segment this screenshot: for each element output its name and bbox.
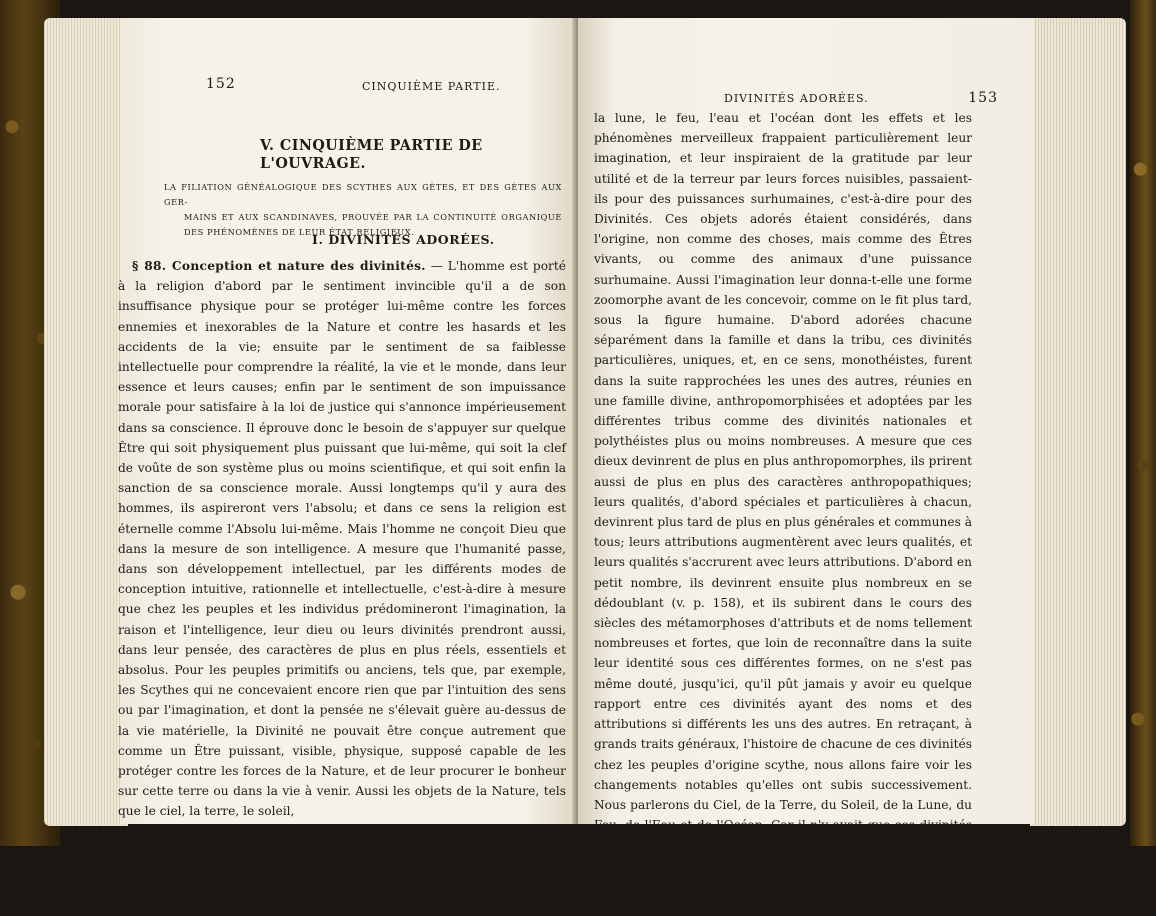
right-page xyxy=(578,18,1034,913)
marbled-edge-right xyxy=(1130,0,1156,846)
left-body-paragraph: — L'homme est porté à la religion d'abord par le sentiment invincible qu'il a de son insuffisance physique pour se protéger lui-même contre les forces ennemies et inexorables de la Nature et contre les hasards et les accidents de la vie; ensuite par le sentiment de sa faiblesse intellectuelle pour comprendre la réalité, la vie et le monde, dans leur essence et leurs causes; enfin par le sentiment de son impuissance morale pour satisfaire à la loi de justice qui s'annonce impérieusement dans sa conscience. Il éprouve donc le besoin de s'appuyer sur quelque Être qui soit physiquement plus puissant que lui-même, qui soit la clef de voûte de son système plus ou moins scientifique, et qui soit enfin la sanction de sa conscience morale. Aussi longtemps qu'il y aura des hommes, ils aspireront vers l'absolu; et dans ce sens la religion est éternelle comme l'Absolu lui-même. Mais l'homme ne conçoit Dieu que dans la mesure de son intelligence. A mesure que l'humanité passe, dans son développement intellectuel, par les différents modes de conception intuitive, rationnelle et intellectuelle, c'est-à-dire à mesure que chez les peuples et les individus prédomineront l'imagination, la raison et l'intelligence, leur dieu ou leurs divinités prendront aussi, dans leur pensée, des caractères de plus en plus réels, essentiels et absolus. Pour les peuples primitifs ou anciens, tels que, par exemple, les Scythes qui ne concevaient encore rien que par l'intuition des sens ou par l'imagination, et dont la pensée ne s'élevait guère au-dessus de la vie matérielle, la Divinité ne pouvait être conçue autrement que comme un Être puissant, visible, physique, supposé capable de les protéger contre les forces de la Nature, et de leur procurer le bonheur sur cette terre ou dans la vie à venir. Aussi les objets de la Nature, tels que le ciel, la terre, le soleil, xyxy=(118,259,566,819)
running-head-left-text: CINQUIÈME PARTIE. xyxy=(362,80,501,93)
page-stack-right xyxy=(1030,18,1126,826)
right-body-text: la lune, le feu, l'eau et l'océan dont les effets et les phénomènes merveilleux frappaient particulièrement leur imagination, et leur inspiraient de la gratitude par leur utilité et de la terreur par leurs forces nuisibles, passaient-ils pour des puissances surhumaines, c'est-à-dire pour des Divinités. Ces objets adorés étaient considérés, dans l'origine, non comme des choses, mais comme des Êtres vivants, ou comme des animaux d'une puissance surhumaine. Aussi l'imagination leur donna-t-elle une forme zoomorphe avant de les concevoir, comme on le fit plus tard, sous la figure humaine. D'abord adorées chacune séparément dans la famille et dans la tribu, ces divinités particulières, uniques, et, en ce sens, monothéistes, furent dans la suite rapprochées les unes des autres, réunies en une famille divine, anthropomorphisées et adoptées par les différentes tribus comme des divinités nationales et polythéistes plus ou moins nombreuses. A mesure que ces dieux devinrent de plus en plus anthropomorphes, ils prirent aussi de plus en plus des caractères anthropopathiques; leurs qualités, d'abord spéciales et particulières à chacun, devinrent plus tard de plus en plus générales et communes à tous; leurs attributions augmentèrent avec leurs qualités, et leurs qualités s'accrurent avec leurs attributions. D'abord en petit nombre, ils devinrent ensuite plus nombreux en se dédoublant (v. p. 158), et ils subirent dans le cours des siècles des métamorphoses d'attributs et de noms tellement nombreuses et fortes, que loin de reconnaître dans la suite leur identité sous ces différentes formes, on ne s'est pas même douté, jusqu'ici, qu'il pût jamais y avoir eu quelque rapport entre ces divinités ayant des noms et des attributions si différents les uns des autres. En retraçant, à grands traits généraux, l'histoire de chacune de ces divinités chez les peuples d'origine scythe, nous allons faire voir les changements notables qu'elles ont subis successivement. Nous parlerons du Ciel, de la Terre, du Soleil, de la Lune, du Feu, de l'Eau et de l'Océan. Car il n'y avait que ces divinités là qui fussent adorées des Scythes, et qui, en se spécialisant et en se dédoublant, aient donné naissance, dans la branche sarmate, aux divinités des Slaves et, dans la branche gète, aux divinités des Gètes, des Germains et des Scandinaves. xyxy=(594,111,972,913)
summary-line-2: MAINS ET AUX SCANDINAVES, PROUVÉE PAR LA CONTINUITÉ ORGANIQUE DES PHÉNOMÈNES DE LEUR ÉTAT RELIGIEUX. xyxy=(184,212,562,237)
chapter-summary xyxy=(164,180,562,240)
paragraph-heading: § 88. Conception et nature des divinités. xyxy=(132,259,426,273)
chapter-title: V. CINQUIÈME PARTIE DE L'OUVRAGE. xyxy=(260,136,483,172)
section-title: I. DIVINITÉS ADORÉES. xyxy=(312,232,495,247)
running-head-right-text: DIVINITÉS ADORÉES. xyxy=(724,92,869,105)
page-number-left: 152 xyxy=(206,76,236,92)
summary-line-1: LA FILIATION GÉNÉALOGIQUE DES SCYTHES AUX GÈTES, ET DES GÈTES AUX GER- xyxy=(164,182,562,207)
left-page xyxy=(120,18,578,824)
left-body-text xyxy=(112,256,566,822)
page-number-right: 153 xyxy=(968,90,998,106)
